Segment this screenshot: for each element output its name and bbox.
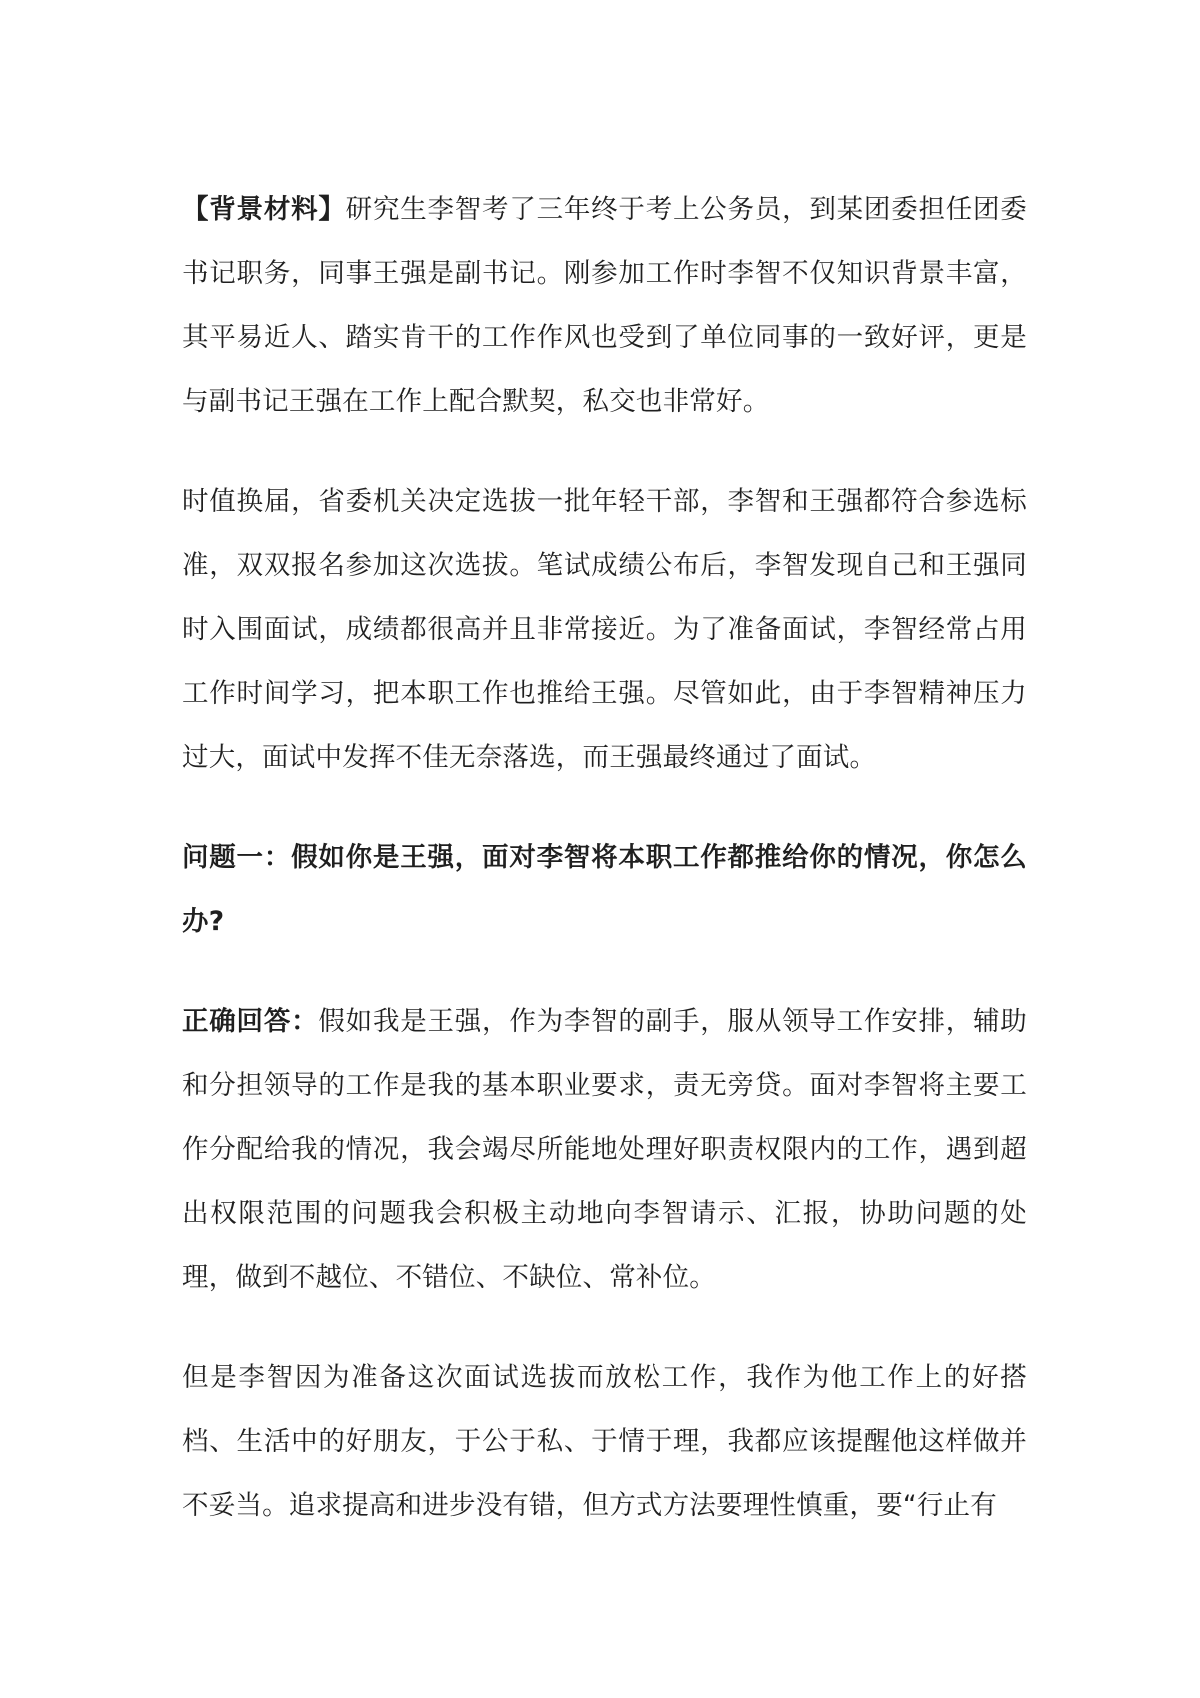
answer-label: 正确回答： bbox=[182, 1006, 319, 1037]
question-one: 问题一：假如你是王强，面对李智将本职工作都推给你的情况，你怎么办? bbox=[182, 842, 1027, 937]
background-text: 研究生李智考了三年终于考上公务员，到某团委担任团委书记职务，同事王强是副书记。刚参加工作时李智不仅知识背景丰富，其平易近人、踏实肯干的工作作风也受到了单位同事的一致好评，更是与副书记王强在工作上配合默契，私交也非常好。 bbox=[182, 194, 1028, 417]
background-label: 【背景材料】 bbox=[182, 194, 346, 225]
background-paragraph bbox=[182, 178, 1027, 434]
document-body bbox=[182, 178, 1027, 1574]
answer-text: 假如我是王强，作为李智的副手，服从领导工作安排，辅助和分担领导的工作是我的基本职业要求，责无旁贷。面对李智将主要工作分配给我的情况，我会竭尽所能地处理好职责权限内的工作，遇到超出权限范围的问题我会积极主动地向李智请示、汇报，协助问题的处理，做到不越位、不错位、不缺位、常补位。 bbox=[182, 1006, 1028, 1293]
selection-paragraph: 时值换届，省委机关决定选拔一批年轻干部，李智和王强都符合参选标准，双双报名参加这次选拔。笔试成绩公布后，李智发现自己和王强同时入围面试，成绩都很高并且非常接近。为了准备面试，李智经常占用工作时间学习，把本职工作也推给王强。尽管如此，由于李智精神压力过大，面试中发挥不佳无奈落选，而王强最终通过了面试。 bbox=[182, 486, 1027, 773]
answer-paragraph bbox=[182, 990, 1027, 1310]
follow-up-paragraph: 但是李智因为准备这次面试选拔而放松工作，我作为他工作上的好搭档、生活中的好朋友，于公于私、于情于理，我都应该提醒他这样做并不妥当。追求提高和进步没有错，但方式方法要理性慎重，要“行止有 bbox=[182, 1362, 1027, 1521]
